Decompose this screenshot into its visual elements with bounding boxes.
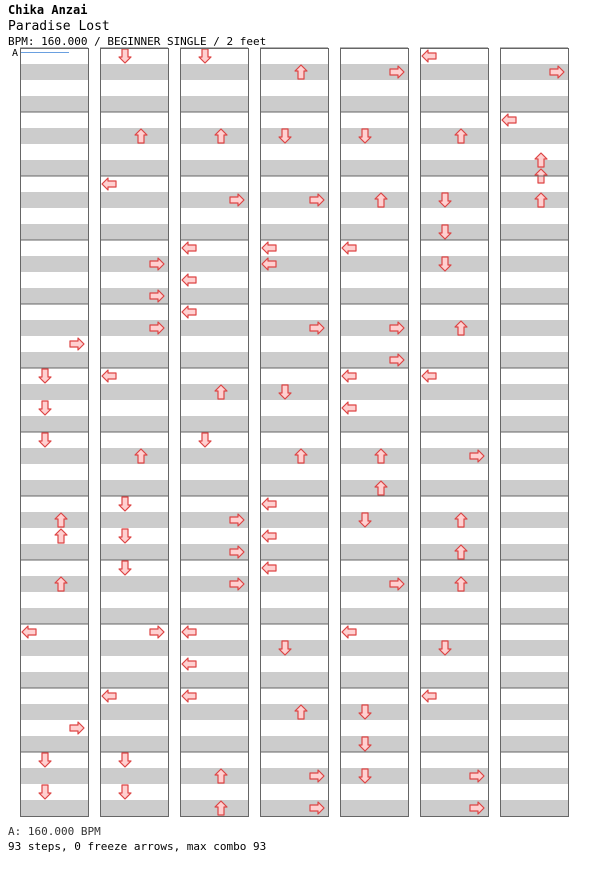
left-arrow-icon [102, 370, 116, 382]
beat-stripe [20, 640, 88, 656]
beat-stripe [420, 608, 488, 624]
beat-stripe [260, 480, 328, 496]
beat-stripe [260, 512, 328, 528]
beat-stripe [500, 224, 568, 240]
up-arrow-icon [55, 529, 67, 543]
beat-stripe [500, 640, 568, 656]
song-title: Paradise Lost [8, 19, 110, 34]
beat-stripe [260, 288, 328, 304]
right-arrow-icon [70, 722, 84, 734]
beat-stripe [500, 800, 568, 816]
beat-stripe [500, 480, 568, 496]
beat-stripe [260, 352, 328, 368]
beat-stripe [260, 672, 328, 688]
beat-stripe [500, 672, 568, 688]
beat-stripe [340, 800, 408, 816]
beat-stripe [100, 576, 168, 592]
beat-stripe [340, 448, 408, 464]
beat-stripe [100, 64, 168, 80]
beat-stripe [260, 160, 328, 176]
beat-stripe [340, 224, 408, 240]
beat-stripe [420, 160, 488, 176]
left-arrow-icon [262, 530, 276, 542]
beat-stripe [500, 288, 568, 304]
beat-stripe [420, 352, 488, 368]
beat-stripe [260, 384, 328, 400]
beat-stripe [340, 160, 408, 176]
beat-stripe [180, 736, 248, 752]
beat-stripe [20, 64, 88, 80]
beat-stripe [100, 736, 168, 752]
beat-stripe [20, 608, 88, 624]
beat-stripe [180, 768, 248, 784]
beat-stripe [500, 736, 568, 752]
beat-stripe [340, 256, 408, 272]
beat-stripe [420, 320, 488, 336]
beat-stripe [100, 160, 168, 176]
beat-stripe [100, 704, 168, 720]
beat-stripe [20, 384, 88, 400]
beat-stripe [260, 576, 328, 592]
left-arrow-icon [422, 370, 436, 382]
left-arrow-icon [502, 114, 516, 126]
right-arrow-icon [150, 626, 164, 638]
beat-stripe [20, 288, 88, 304]
beat-stripe [100, 480, 168, 496]
beat-stripe [180, 608, 248, 624]
beat-stripe [180, 128, 248, 144]
beat-stripe [20, 128, 88, 144]
beat-stripe [100, 640, 168, 656]
left-arrow-icon [342, 626, 356, 638]
beat-stripe [500, 416, 568, 432]
left-arrow-icon [182, 274, 196, 286]
beat-stripe [100, 672, 168, 688]
beat-stripe [500, 96, 568, 112]
beat-stripe [260, 544, 328, 560]
beat-stripe [20, 160, 88, 176]
beat-stripe [20, 352, 88, 368]
beat-stripe [100, 800, 168, 816]
beat-stripe [20, 768, 88, 784]
beat-stripe [180, 288, 248, 304]
beat-stripe [20, 192, 88, 208]
beat-stripe [420, 736, 488, 752]
beat-stripe [100, 512, 168, 528]
beat-stripe [20, 672, 88, 688]
beat-stripe [100, 384, 168, 400]
left-arrow-icon [182, 626, 196, 638]
beat-stripe [500, 384, 568, 400]
left-arrow-icon [342, 402, 356, 414]
beat-stripe [340, 704, 408, 720]
beat-stripe [20, 480, 88, 496]
beat-stripe [260, 704, 328, 720]
beat-stripe [260, 608, 328, 624]
beat-stripe [340, 288, 408, 304]
beat-stripe [500, 352, 568, 368]
beat-stripe [260, 96, 328, 112]
beat-stripe [500, 512, 568, 528]
beat-stripe [420, 128, 488, 144]
beat-stripe [340, 544, 408, 560]
beat-stripe [20, 320, 88, 336]
beat-stripe [420, 96, 488, 112]
beat-stripe [180, 224, 248, 240]
beat-stripe [260, 416, 328, 432]
beat-stripe [180, 320, 248, 336]
beat-stripe [180, 416, 248, 432]
beat-stripe [180, 640, 248, 656]
bpm-summary: A: 160.000 BPM [8, 825, 101, 838]
down-arrow-icon [119, 529, 131, 543]
beat-stripe [180, 96, 248, 112]
left-arrow-icon [102, 690, 116, 702]
down-arrow-icon [39, 401, 51, 415]
beat-stripe [260, 128, 328, 144]
beat-stripe [180, 704, 248, 720]
left-arrow-icon [182, 690, 196, 702]
beat-stripe [20, 256, 88, 272]
beat-stripe [500, 768, 568, 784]
beat-stripe [340, 608, 408, 624]
left-arrow-icon [342, 242, 356, 254]
beat-stripe [180, 800, 248, 816]
beat-stripe [340, 192, 408, 208]
beat-stripe [340, 416, 408, 432]
beat-stripe [260, 736, 328, 752]
down-arrow-icon [39, 369, 51, 383]
beat-stripe [20, 800, 88, 816]
beat-stripe [180, 352, 248, 368]
beat-stripe [180, 256, 248, 272]
right-arrow-icon [70, 338, 84, 350]
beat-stripe [340, 512, 408, 528]
beat-stripe [420, 704, 488, 720]
beat-stripe [420, 480, 488, 496]
beat-stripe [500, 576, 568, 592]
down-arrow-icon [39, 433, 51, 447]
chart-info: BPM: 160.000 / BEGINNER SINGLE / 2 feet [8, 35, 267, 48]
beat-stripe [420, 672, 488, 688]
beat-stripe [420, 256, 488, 272]
left-arrow-icon [182, 242, 196, 254]
artist-name: Chika Anzai [8, 3, 88, 17]
beat-stripe [180, 160, 248, 176]
beat-stripe [20, 448, 88, 464]
beat-stripe [260, 224, 328, 240]
beat-stripe [420, 416, 488, 432]
beat-stripe [420, 512, 488, 528]
beat-stripe [500, 128, 568, 144]
beat-stripe [420, 544, 488, 560]
beat-stripe [500, 544, 568, 560]
beat-stripe [100, 192, 168, 208]
beat-stripe [420, 288, 488, 304]
left-arrow-icon [182, 306, 196, 318]
beat-stripe [420, 640, 488, 656]
beat-stripe [420, 64, 488, 80]
beat-stripe [100, 608, 168, 624]
beat-stripe [420, 576, 488, 592]
beat-stripe [100, 416, 168, 432]
left-arrow-icon [262, 498, 276, 510]
beat-stripe [180, 448, 248, 464]
beat-stripe [340, 480, 408, 496]
beat-stripe [260, 640, 328, 656]
left-arrow-icon [262, 562, 276, 574]
down-arrow-icon [199, 433, 211, 447]
beat-stripe [340, 96, 408, 112]
beat-stripe [100, 96, 168, 112]
down-arrow-icon [119, 49, 131, 63]
beat-stripe [340, 768, 408, 784]
beat-stripe [180, 64, 248, 80]
beat-stripe [340, 640, 408, 656]
beat-stripe [100, 544, 168, 560]
beat-stripe [100, 448, 168, 464]
beat-stripe [420, 384, 488, 400]
left-arrow-icon [262, 242, 276, 254]
down-arrow-icon [199, 49, 211, 63]
down-arrow-icon [39, 785, 51, 799]
beat-stripe [180, 384, 248, 400]
beat-stripe [20, 416, 88, 432]
beat-stripe [100, 352, 168, 368]
beat-stripe [500, 320, 568, 336]
beat-stripe [100, 128, 168, 144]
beat-stripe [20, 224, 88, 240]
beat-stripe [500, 192, 568, 208]
down-arrow-icon [39, 753, 51, 767]
left-arrow-icon [342, 370, 356, 382]
step-summary: 93 steps, 0 freeze arrows, max combo 93 [8, 840, 267, 853]
down-arrow-icon [119, 785, 131, 799]
beat-stripe [20, 576, 88, 592]
beat-stripe [20, 512, 88, 528]
beat-stripe [20, 736, 88, 752]
down-arrow-icon [119, 561, 131, 575]
beat-stripe [20, 96, 88, 112]
beat-stripe [100, 224, 168, 240]
beat-stripe [180, 480, 248, 496]
beat-stripe [420, 192, 488, 208]
down-arrow-icon [119, 497, 131, 511]
beat-stripe [500, 608, 568, 624]
beat-stripe [20, 544, 88, 560]
beat-stripe [340, 672, 408, 688]
beat-stripe [500, 256, 568, 272]
beat-stripe [20, 704, 88, 720]
left-arrow-icon [422, 50, 436, 62]
left-arrow-icon [102, 178, 116, 190]
beat-stripe [340, 384, 408, 400]
beat-stripe [100, 768, 168, 784]
beat-stripe [500, 704, 568, 720]
beat-stripe [420, 224, 488, 240]
section-marker: A [12, 48, 19, 59]
beat-stripe [340, 128, 408, 144]
beat-stripe [260, 448, 328, 464]
beat-stripe [340, 736, 408, 752]
beat-stripe [260, 64, 328, 80]
down-arrow-icon [119, 753, 131, 767]
beat-stripe [500, 448, 568, 464]
left-arrow-icon [422, 690, 436, 702]
left-arrow-icon [182, 658, 196, 670]
beat-stripe [180, 672, 248, 688]
beat-stripe [500, 160, 568, 176]
left-arrow-icon [22, 626, 36, 638]
